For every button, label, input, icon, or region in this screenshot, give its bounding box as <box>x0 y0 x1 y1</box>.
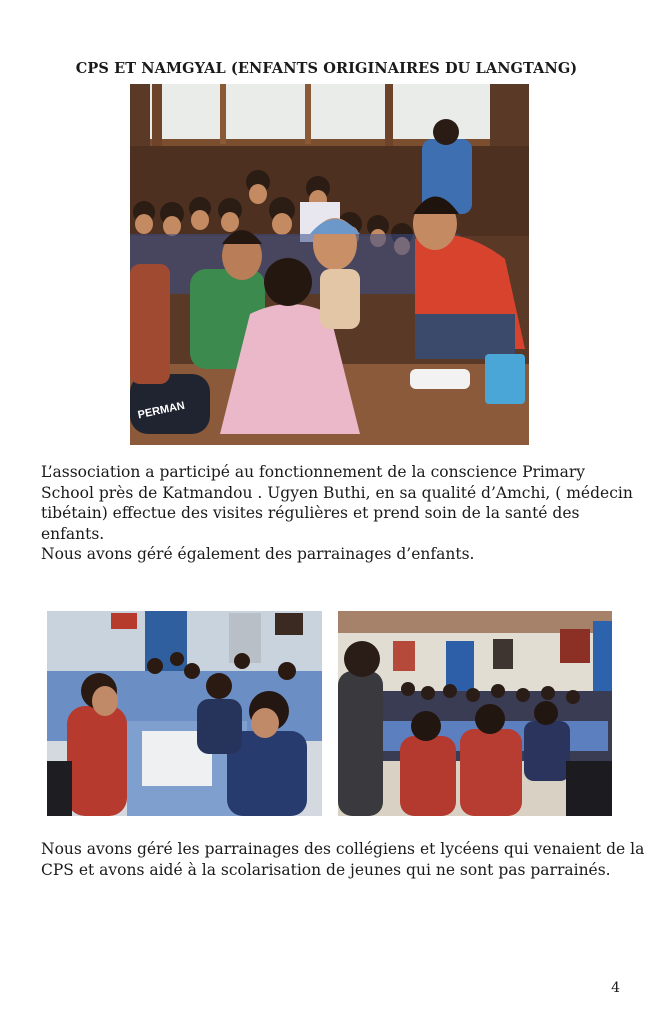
paragraph-line: enfants. <box>41 524 105 543</box>
paragraph-sponsorship <box>41 839 645 880</box>
paragraph-line: CPS et avons aidé à la scolarisation de jeunes qui ne sont pas parrainés. <box>41 860 611 879</box>
photo-students-hall <box>338 611 612 816</box>
paragraph-line: tibétain) effectue des visites régulières et prend soin de la santé des <box>41 504 580 522</box>
page-number: 4 <box>611 980 620 996</box>
paragraph-intro <box>41 462 633 565</box>
paragraph-line: L’association a participé au fonctionnement de la conscience Primary <box>41 463 585 481</box>
shirt-text: PERMAN <box>136 399 186 422</box>
paragraph-line: Nous avons géré également des parrainages d’enfants. <box>41 545 475 563</box>
paragraph-line: Nous avons géré les parrainages des collégiens et lycéens qui venaient de la <box>41 840 645 858</box>
photo-students-table <box>47 611 322 816</box>
paragraph-line: School près de Katmandou . Ugyen Buthi, en sa qualité d’Amchi, ( médecin <box>41 483 633 502</box>
photo-children-classroom <box>130 84 529 445</box>
page-title: CPS ET NAMGYAL (ENFANTS ORIGINAIRES DU LANGTANG) <box>75 60 578 77</box>
